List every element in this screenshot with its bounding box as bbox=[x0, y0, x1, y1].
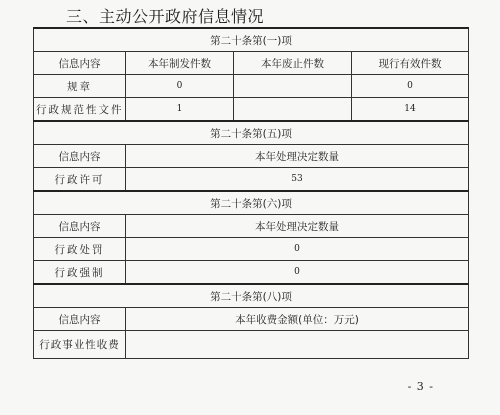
column-header: 本年收费金额(单位：万元) bbox=[126, 308, 469, 331]
row-label: 规章 bbox=[34, 75, 126, 98]
section-title-row bbox=[34, 121, 469, 145]
row-label: 行政强制 bbox=[34, 261, 126, 285]
column-header: 信息内容 bbox=[34, 215, 126, 238]
column-header-row bbox=[34, 52, 469, 75]
table-row bbox=[34, 261, 469, 285]
row-label: 行政许可 bbox=[34, 168, 126, 192]
cell-value: 0 bbox=[126, 261, 469, 285]
column-header-row bbox=[34, 215, 469, 238]
section-title-row bbox=[34, 284, 469, 308]
cell-value: 53 bbox=[126, 168, 469, 192]
table-row bbox=[34, 168, 469, 192]
row-label: 行政规范性文件 bbox=[34, 98, 126, 122]
cell-made: 0 bbox=[126, 75, 234, 98]
column-header: 信息内容 bbox=[34, 145, 126, 168]
cell-value bbox=[126, 331, 469, 359]
section-title: 第二十条第(一)项 bbox=[34, 28, 469, 52]
column-header: 本年废止件数 bbox=[234, 52, 352, 75]
row-label: 行政事业性收费 bbox=[34, 331, 126, 359]
table-row bbox=[34, 238, 469, 261]
column-header: 现行有效件数 bbox=[352, 52, 469, 75]
section-title: 第二十条第(八)项 bbox=[34, 284, 469, 308]
column-header-row bbox=[34, 145, 469, 168]
section-title-row bbox=[34, 28, 469, 52]
column-header-row bbox=[34, 308, 469, 331]
disclosure-table bbox=[33, 27, 469, 359]
cell-repealed bbox=[234, 98, 352, 122]
cell-repealed bbox=[234, 75, 352, 98]
cell-valid: 14 bbox=[352, 98, 469, 122]
column-header: 本年制发件数 bbox=[126, 52, 234, 75]
cell-made: 1 bbox=[126, 98, 234, 122]
cell-value: 0 bbox=[126, 238, 469, 261]
section-title: 第二十条第(五)项 bbox=[34, 121, 469, 145]
table-row bbox=[34, 98, 469, 122]
table-row bbox=[34, 331, 469, 359]
section-heading: 三、主动公开政府信息情况 bbox=[66, 7, 265, 26]
section-title-row bbox=[34, 191, 469, 215]
cell-valid: 0 bbox=[352, 75, 469, 98]
column-header: 信息内容 bbox=[34, 308, 126, 331]
row-label: 行政处罚 bbox=[34, 238, 126, 261]
page-number: - 3 - bbox=[407, 380, 434, 393]
column-header: 本年处理决定数量 bbox=[126, 145, 469, 168]
table-row bbox=[34, 75, 469, 98]
column-header: 信息内容 bbox=[34, 52, 126, 75]
column-header: 本年处理决定数量 bbox=[126, 215, 469, 238]
section-title: 第二十条第(六)项 bbox=[34, 191, 469, 215]
